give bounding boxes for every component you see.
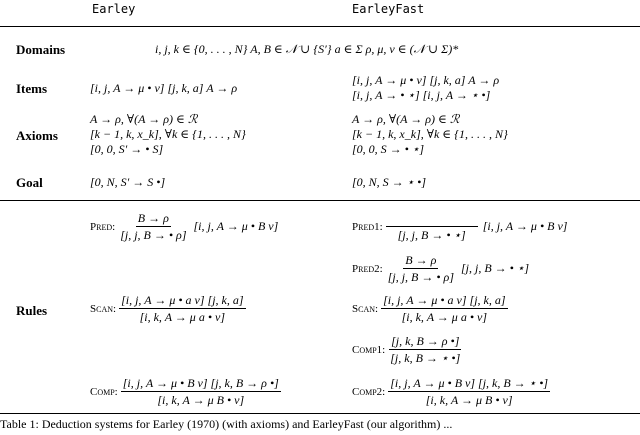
rule-name: Scan: <box>352 302 379 315</box>
domains-text: i, j, k ∈ {0, . . . , N} A, B ∈ 𝒩 ∪ {S′} a ∈ Σ ρ, μ, ν ∈ (𝒩 ∪ Σ)* <box>155 42 459 56</box>
rule-premise <box>386 211 478 227</box>
rule-premise: B → ρ <box>405 253 437 267</box>
items-fast-line: [i, j, A → μ • ν] [j, k, a] A → ρ <box>352 73 500 87</box>
rule-premise: B → ρ <box>137 211 169 225</box>
header-earleyfast: EarleyFast <box>352 2 425 16</box>
axiom-line: [k − 1, k, x_k], ∀k ∈ {1, . . . , N} <box>90 127 246 141</box>
rule-name: Pred1: <box>352 220 383 233</box>
rule-name: Comp1: <box>352 343 386 356</box>
rule-fast-pred2 <box>352 253 529 284</box>
rule-fast-scan <box>352 293 508 324</box>
rule-fraction <box>121 376 281 407</box>
axioms-fast <box>352 112 508 157</box>
rule-side-condition: [i, j, A → μ • B ν] <box>193 219 279 233</box>
rule-premise: [i, j, A → μ • B ν] [j, k, B → ρ •] <box>122 376 279 390</box>
bottom-rule <box>0 413 640 414</box>
rule-conclusion: [i, k, A → μ B • ν] <box>157 393 245 407</box>
rule-conclusion: [i, k, A → μ B • ν] <box>425 393 513 407</box>
rule-earley-pred <box>90 211 278 242</box>
rule-conclusion: [i, k, A → μ a • ν] <box>139 310 226 324</box>
rule-fast-comp1 <box>352 334 462 365</box>
rule-fraction <box>119 293 245 324</box>
table-caption: Table 1: Deduction systems for Earley (1970) (with axioms) and EarleyFast (our algorithm) ... <box>0 417 453 431</box>
rule-name: Comp: <box>90 385 118 398</box>
rule-name: Comp2: <box>352 385 386 398</box>
rule-conclusion: [j, j, B → • ρ] <box>387 270 454 284</box>
rule-premise: [i, j, A → μ • a ν] [j, k, a] <box>121 293 244 307</box>
rule-premise: [i, j, A → μ • a ν] [j, k, a] <box>383 293 506 307</box>
row-label-items: Items <box>16 81 48 96</box>
rule-fraction <box>388 334 462 365</box>
rule-name: Pred: <box>90 220 116 233</box>
axiom-line: A → ρ, ∀(A → ρ) ∈ ℛ <box>90 112 198 126</box>
rule-side-condition: [j, j, B → • ⋆] <box>461 261 530 275</box>
rule-fraction <box>386 211 478 242</box>
rule-fraction <box>118 211 188 242</box>
goal-fast: [0, N, S → ⋆ •] <box>352 175 427 189</box>
rule-name: Pred2: <box>352 262 383 275</box>
rule-premise: [i, j, A → μ • B ν] [j, k, B → ⋆ •] <box>390 376 549 390</box>
rules-rule <box>0 200 640 201</box>
goal-earley: [0, N, S′ → S •] <box>90 175 166 189</box>
rule-fraction <box>386 253 456 284</box>
axiom-line: [k − 1, k, x_k], ∀k ∈ {1, . . . , N} <box>352 127 508 141</box>
rule-conclusion: [j, k, B → ⋆ •] <box>390 351 461 365</box>
items-earley: [i, j, A → μ • ν] [j, k, a] A → ρ <box>90 81 238 95</box>
rule-fast-pred1 <box>352 211 567 242</box>
row-label-domains: Domains <box>16 42 66 57</box>
items-fast <box>352 73 499 103</box>
rule-fraction <box>388 376 550 407</box>
row-label-goal: Goal <box>16 175 43 190</box>
rule-earley-scan <box>90 293 246 324</box>
rule-name: Scan: <box>90 302 117 315</box>
row-label-rules: Rules <box>16 303 48 318</box>
rule-conclusion: [j, j, B → • ⋆] <box>397 228 466 242</box>
header-earley: Earley <box>92 2 136 16</box>
rule-premise: [j, k, B → ρ •] <box>391 334 460 348</box>
row-label-axioms: Axioms <box>16 128 58 143</box>
rule-conclusion: [i, k, A → μ a • ν] <box>401 310 488 324</box>
axiom-line: [0, 0, S′ → • S] <box>90 142 164 156</box>
rule-fraction <box>381 293 507 324</box>
header-rule <box>0 26 640 27</box>
axiom-line: [0, 0, S → • ⋆] <box>352 142 425 156</box>
rule-side-condition: [i, j, A → μ • B ν] <box>482 219 568 233</box>
items-fast-line: [i, j, A → • ⋆] [i, j, A → ⋆ •] <box>352 88 491 102</box>
rule-conclusion: [j, j, B → • ρ] <box>120 228 187 242</box>
axioms-earley <box>90 112 246 157</box>
rule-fast-comp2 <box>352 376 550 407</box>
axiom-line: A → ρ, ∀(A → ρ) ∈ ℛ <box>352 112 460 126</box>
rule-earley-comp <box>90 376 281 407</box>
